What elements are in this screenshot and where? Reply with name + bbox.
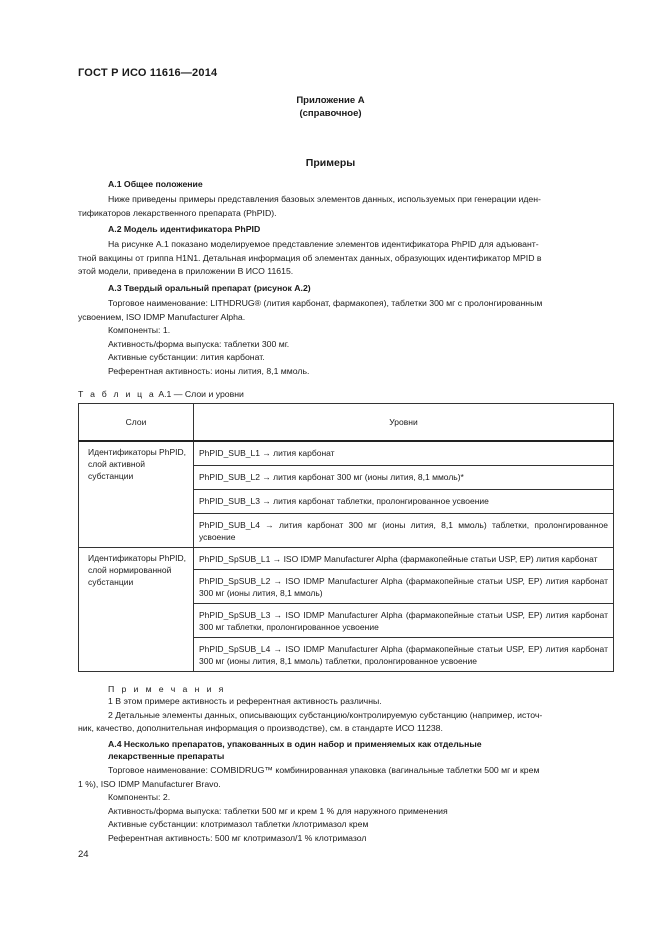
section-a2-heading: А.2 Модель идентификатора PhPID — [108, 224, 261, 234]
section-a1-heading: А.1 Общее положение — [108, 179, 203, 189]
level-cell: PhPID_SUB_L2 → лития карбонат 300 мг (ионы лития, 8,1 ммоль)* — [194, 466, 614, 490]
level-cell: PhPID_SUB_L3 → лития карбонат таблетки, пролонгированное усвоение — [194, 490, 614, 514]
layers-levels-table — [78, 403, 614, 672]
level-cell: PhPID_SUB_L4 → лития карбонат 300 мг (ионы лития, 8,1 ммоль) таблетки, пролонгированное усвоение — [194, 514, 614, 548]
section-a3-heading: А.3 Твердый оральный препарат (рисунок А.2) — [108, 283, 311, 293]
text-line: тной вакцины от гриппа H1N1. Детальная информация об элементах данных, образующих идентификатор MPID в — [78, 252, 542, 263]
text-line: Активность/форма выпуска: таблетки 300 мг. — [108, 338, 290, 349]
text-line: усвоением, ISO IDMP Manufacturer Alpha. — [78, 311, 246, 322]
table-row — [79, 441, 614, 466]
text-line: Активные субстанции: лития карбонат. — [108, 352, 265, 362]
text-line: Активность/форма выпуска: таблетки 500 мг и крем 1 % для наружного применения — [108, 805, 448, 816]
text-line: этой модели, приведена в приложении В ИСО 11615. — [78, 266, 294, 276]
heading-line: лекарственные препараты — [108, 750, 225, 761]
section-a4-text — [78, 764, 614, 845]
level-cell: PhPID_SpSUB_L2 → ISO IDMP Manufacturer Alpha (фармакопейные статьи USP, EP) лития карбонат 300 мг (ионы лития, 8,1 ммоль) — [194, 570, 614, 604]
table-row — [79, 548, 614, 570]
text-line: Ниже приведены примеры представления базовых элементов данных, используемых при генерации иден- — [108, 194, 541, 204]
level-cell: PhPID_SpSUB_L1 → ISO IDMP Manufacturer Alpha (фармакопейные статьи USP, EP) лития карбонат — [194, 548, 614, 570]
text-line: Референтная активность: 500 мг клотримазол/1 % клотримазол — [108, 832, 367, 843]
text-line: Активные субстанции: клотримазол таблетки /клотримазол крем — [108, 819, 369, 829]
note-item: 1 В этом примере активность и референтная активность различны. — [108, 696, 382, 706]
section-title: Примеры — [305, 157, 356, 169]
note-item: 2 Детальные элементы данных, описывающих субстанцию/контролируемую субстанцию (например, источ- — [108, 709, 543, 720]
table-caption-text: А.1 — Слои и уровни — [155, 389, 244, 399]
notes-heading: П р и м е ч а н и я — [108, 684, 226, 694]
heading-line: А.4 Несколько препаратов, упакованных в один набор и применяемых как отдельные — [108, 739, 482, 749]
standard-header: ГОСТ Р ИСО 11616—2014 — [78, 67, 218, 79]
layer-cell: Идентификаторы PhPID, слой нормированной субстанции — [79, 548, 194, 672]
table-caption-prefix: Т а б л и ц а — [78, 389, 156, 399]
section-a2-text — [78, 238, 614, 279]
annex-subtitle: (справочное) — [299, 108, 362, 119]
text-line: Компоненты: 2. — [108, 792, 171, 802]
page-number: 24 — [78, 849, 89, 860]
text-line: Торговое наименование: LITHDRUG® (лития карбонат, фармакопея), таблетки 300 мг с пролонгированным — [108, 298, 543, 308]
layer-cell: Идентификаторы PhPID, слой активной субстанции — [79, 441, 194, 548]
level-cell: PhPID_SUB_L1 → лития карбонат — [194, 441, 614, 466]
section-a3-text — [78, 297, 614, 378]
notes-text — [78, 695, 614, 736]
annex-title: Приложение А — [296, 95, 365, 106]
column-header-layers: Слои — [79, 404, 194, 442]
text-line: тификаторов лекарственного препарата (PhPID). — [78, 207, 277, 218]
level-cell: PhPID_SpSUB_L3 → ISO IDMP Manufacturer Alpha (фармакопейные статьи USP, EP) лития карбонат 300 мг таблетки, пролонгированное усвоение — [194, 604, 614, 638]
text-line: 1 %), ISO IDMP Manufacturer Bravo. — [78, 778, 221, 789]
note-item-continued: ник, качество, дополнительная информация о производстве), см. в стандарте ИСО 11238. — [78, 723, 443, 733]
text-line: Референтная активность: ионы лития, 8,1 ммоль. — [108, 365, 310, 376]
text-line: Компоненты: 1. — [108, 325, 171, 335]
text-line: Торговое наименование: COMBIDRUG™ комбинированная упаковка (вагинальные таблетки 500 мг и крем — [108, 765, 540, 775]
section-a1-text — [78, 193, 614, 220]
text-line: На рисунке А.1 показано моделируемое представление элементов идентификатора PhPID для адъювант- — [108, 239, 539, 249]
table-caption — [78, 389, 244, 399]
table-header-row — [79, 404, 614, 442]
section-a4-heading — [108, 739, 482, 762]
level-cell: PhPID_SpSUB_L4 → ISO IDMP Manufacturer Alpha (фармакопейные статьи USP, EP) лития карбонат 300 мг (ионы лития, 8,1 ммоль) таблетки, пролонгированное усвоение — [194, 638, 614, 672]
column-header-levels: Уровни — [194, 404, 614, 442]
